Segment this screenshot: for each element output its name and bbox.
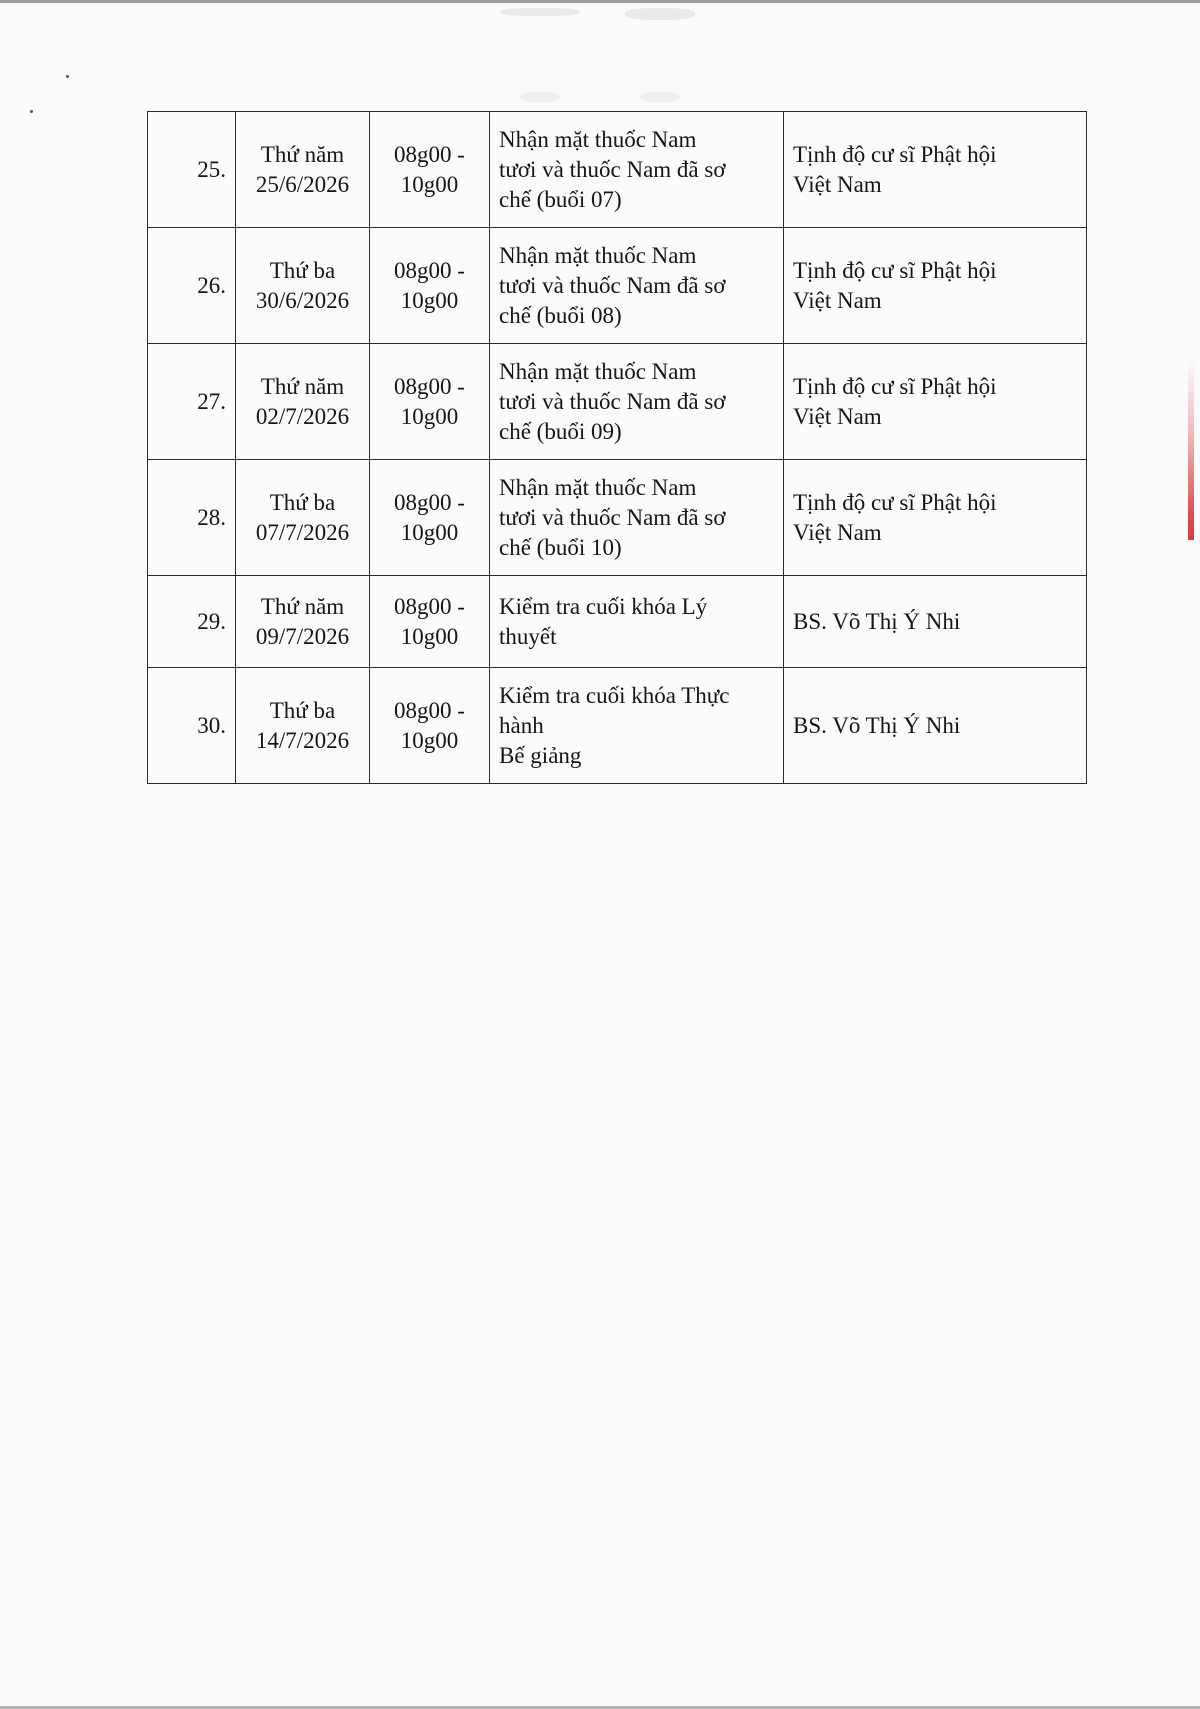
time-start: 08g00 -: [394, 257, 465, 283]
instructor-cell: [784, 460, 1087, 576]
instructor-line: BS. Võ Thị Ý Nhi: [793, 608, 961, 634]
scan-speck: [30, 110, 33, 113]
session-date: 25/6/2026: [255, 171, 350, 197]
session-content-cell: [490, 112, 784, 228]
content-line: chế (buổi 09): [499, 418, 622, 444]
session-content-cell: [490, 668, 784, 784]
content-line: Kiểm tra cuối khóa Thực: [499, 682, 730, 708]
scan-bleed-through-mark: [625, 8, 695, 20]
instructor-line: Tịnh độ cư sĩ Phật hội: [793, 373, 997, 399]
time-end: 10g00: [400, 403, 459, 429]
instructor-cell: [784, 228, 1087, 344]
content-line: chế (buổi 07): [499, 186, 622, 212]
session-content-cell: [490, 228, 784, 344]
instructor-line: BS. Võ Thị Ý Nhi: [793, 712, 961, 738]
table-row: [148, 112, 1087, 228]
content-line: Nhận mặt thuốc Nam: [499, 242, 697, 268]
session-content-cell: [490, 460, 784, 576]
content-line: Bế giảng: [499, 742, 582, 768]
content-line: tươi và thuốc Nam đã sơ: [499, 156, 726, 182]
weekday: Thứ năm: [260, 593, 345, 619]
weekday: Thứ năm: [260, 141, 345, 167]
session-day-cell: [236, 460, 370, 576]
content-line: chế (buổi 08): [499, 302, 622, 328]
session-time-cell: [370, 576, 490, 668]
time-start: 08g00 -: [394, 489, 465, 515]
time-end: 10g00: [400, 171, 459, 197]
schedule-table: [147, 111, 1087, 784]
time-end: 10g00: [400, 287, 459, 313]
scan-bleed-through-mark: [640, 92, 680, 102]
session-day-cell: [236, 668, 370, 784]
table-row: [148, 228, 1087, 344]
weekday: Thứ năm: [260, 373, 345, 399]
instructor-cell: [784, 576, 1087, 668]
row-number: 29.: [148, 576, 236, 668]
row-number: 25.: [148, 112, 236, 228]
session-content-cell: [490, 344, 784, 460]
instructor-line: Việt Nam: [793, 287, 882, 313]
time-start: 08g00 -: [394, 141, 465, 167]
row-number: 26.: [148, 228, 236, 344]
instructor-line: Tịnh độ cư sĩ Phật hội: [793, 141, 997, 167]
instructor-cell: [784, 668, 1087, 784]
scan-bleed-through-mark: [520, 92, 560, 102]
session-time-cell: [370, 668, 490, 784]
instructor-line: Tịnh độ cư sĩ Phật hội: [793, 489, 997, 515]
content-line: Kiểm tra cuối khóa Lý: [499, 593, 708, 619]
table-row: [148, 576, 1087, 668]
session-date: 07/7/2026: [255, 519, 350, 545]
table-row: [148, 344, 1087, 460]
instructor-line: Việt Nam: [793, 403, 882, 429]
weekday: Thứ ba: [269, 697, 336, 723]
row-number: 27.: [148, 344, 236, 460]
content-line: Nhận mặt thuốc Nam: [499, 358, 697, 384]
weekday: Thứ ba: [269, 489, 336, 515]
instructor-line: Tịnh độ cư sĩ Phật hội: [793, 257, 997, 283]
row-number: 28.: [148, 460, 236, 576]
content-line: tươi và thuốc Nam đã sơ: [499, 388, 726, 414]
session-date: 30/6/2026: [255, 287, 350, 313]
weekday: Thứ ba: [269, 257, 336, 283]
session-date: 14/7/2026: [255, 727, 350, 753]
time-end: 10g00: [400, 727, 459, 753]
scan-bleed-through-mark: [500, 8, 580, 16]
time-start: 08g00 -: [394, 593, 465, 619]
scan-top-edge: [0, 0, 1200, 3]
time-end: 10g00: [400, 519, 459, 545]
session-time-cell: [370, 344, 490, 460]
session-day-cell: [236, 344, 370, 460]
instructor-line: Việt Nam: [793, 171, 882, 197]
content-line: tươi và thuốc Nam đã sơ: [499, 504, 726, 530]
scan-speck: [66, 75, 69, 78]
content-line: chế (buổi 10): [499, 534, 622, 560]
session-time-cell: [370, 460, 490, 576]
red-stamp-edge: [1188, 360, 1194, 540]
table-row: [148, 668, 1087, 784]
session-date: 02/7/2026: [255, 403, 350, 429]
session-time-cell: [370, 228, 490, 344]
session-date: 09/7/2026: [255, 623, 350, 649]
content-line: Nhận mặt thuốc Nam: [499, 474, 697, 500]
instructor-line: Việt Nam: [793, 519, 882, 545]
content-line: hành: [499, 712, 544, 738]
instructor-cell: [784, 112, 1087, 228]
content-line: tươi và thuốc Nam đã sơ: [499, 272, 726, 298]
time-end: 10g00: [400, 623, 459, 649]
row-number: 30.: [148, 668, 236, 784]
content-line: thuyết: [499, 623, 557, 649]
session-time-cell: [370, 112, 490, 228]
table-row: [148, 460, 1087, 576]
content-line: Nhận mặt thuốc Nam: [499, 126, 697, 152]
session-day-cell: [236, 112, 370, 228]
session-content-cell: [490, 576, 784, 668]
time-start: 08g00 -: [394, 373, 465, 399]
instructor-cell: [784, 344, 1087, 460]
time-start: 08g00 -: [394, 697, 465, 723]
session-day-cell: [236, 576, 370, 668]
session-day-cell: [236, 228, 370, 344]
